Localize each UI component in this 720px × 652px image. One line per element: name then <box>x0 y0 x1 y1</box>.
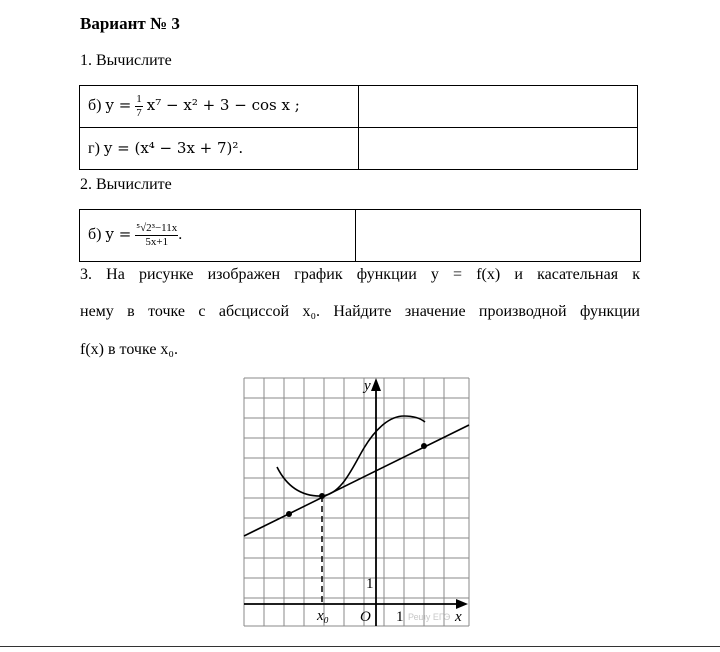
y-axis-arrow-icon <box>371 378 381 391</box>
fraction-numerator: ⁵√2³−11x <box>136 222 178 234</box>
task2-row-b-letter: б) <box>88 226 102 244</box>
page-bottom-divider <box>0 646 720 647</box>
watermark-text: Решу ЕГЭ <box>408 612 451 622</box>
task1-row-b-letter: б) <box>88 97 102 115</box>
tangency-point <box>319 493 325 499</box>
fraction-denominator: 5x+1 <box>145 236 169 248</box>
task1-label: 1. Вычислите <box>80 52 172 69</box>
fraction-denominator: 7 <box>136 107 142 119</box>
origin-label: O <box>360 609 371 625</box>
task3-line2: нему в точке с абсциссой x₀. Найдите значение производной функции <box>80 303 640 320</box>
task2-row-b-lhs: y = <box>105 225 132 244</box>
variant-title: Вариант № 3 <box>80 14 180 33</box>
task2-row-b-tail: . <box>178 226 183 244</box>
x-axis-label: x <box>455 609 462 625</box>
task1-row-b-lhs: y = <box>105 96 132 115</box>
x-axis-arrow-icon <box>456 599 468 609</box>
task3-line3: f(x) в точке x₀. <box>80 341 179 358</box>
grid <box>244 378 469 626</box>
task2-label: 2. Вычислите <box>80 176 172 193</box>
tangent-line <box>244 425 469 536</box>
y-unit-label: 1 <box>366 576 374 592</box>
x-unit-label: 1 <box>396 609 404 625</box>
tangent-point-left <box>286 511 292 517</box>
task1-row-g-formula: y = (x⁴ − 3x + 7)². <box>103 139 244 157</box>
fraction-numerator: 1 <box>136 93 142 105</box>
task3-line1: 3. На рисунке изображен график функции y = f(x) и касательная к <box>80 266 640 283</box>
x0-label: x₀ <box>317 608 329 624</box>
task1-row-b-rest: x⁷ − x² + 3 − cos x ; <box>146 96 300 115</box>
tangent-point-right <box>421 443 427 449</box>
y-axis-label: y <box>364 378 371 394</box>
task1-row-g-letter: г) <box>88 140 100 157</box>
